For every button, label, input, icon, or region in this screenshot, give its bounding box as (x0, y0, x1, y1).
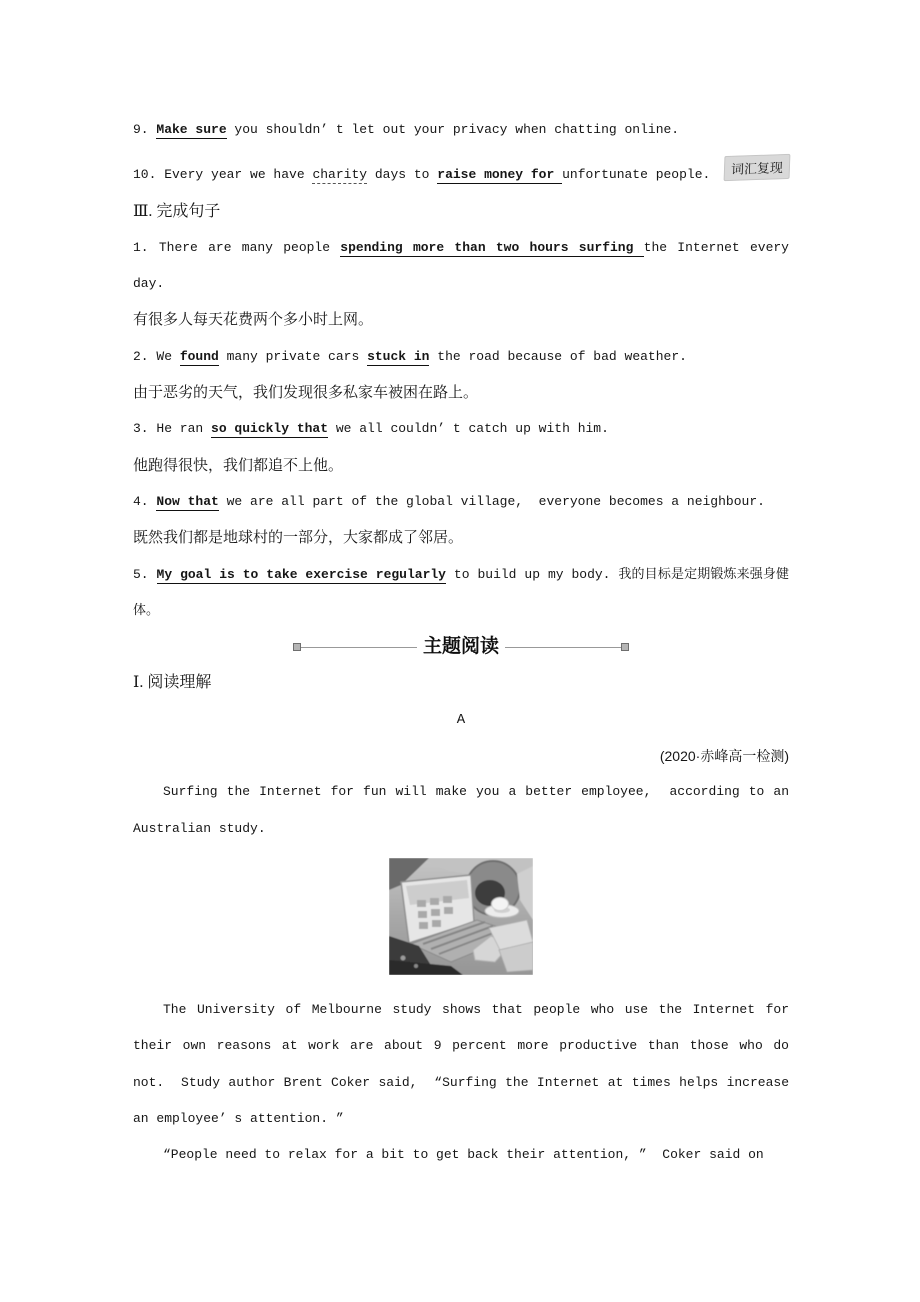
source-note: (2020·赤峰高一检测) (659, 748, 789, 765)
passage-photo-wrap (133, 858, 789, 975)
banner-endcap-left (293, 643, 301, 651)
sentence-text: 10. Every year we have (133, 167, 313, 183)
sentence-text: 5. (133, 566, 157, 582)
answer-blank-filled: found (179, 348, 219, 364)
sentence-paragraph (133, 992, 789, 1137)
answer-blank-filled: raise money for (437, 167, 563, 183)
sentence-text: the road because of bad weather. (429, 348, 687, 364)
sentence-text: 9. (133, 122, 157, 137)
sentence-paragraph (133, 157, 789, 193)
sentence-paragraph (133, 339, 789, 375)
answer-blank-filled: Make sure (156, 122, 227, 137)
vocab-review-badge: 词汇复现 (724, 154, 791, 181)
banner-title: 主题阅读 (422, 636, 499, 658)
sentence-paragraph (133, 230, 789, 303)
sentence-text: to build up my body. 我的目标是定期锻炼来强身健体。 (133, 566, 790, 618)
reading-banner (133, 629, 789, 665)
sentence-text: Surfing the Internet for fun will make you a better employee, according to an Australian study. (133, 784, 789, 836)
sentence-text: 2. We (133, 348, 180, 364)
translation-line: 由于恶劣的天气，我们发现很多私家车被困在路上。 (133, 384, 479, 402)
banner-rule-right (505, 647, 621, 648)
sentence-paragraph (133, 411, 789, 447)
sentence-text: we all couldn’ t catch up with him. (328, 421, 609, 437)
vocab-highlight: charity (312, 167, 368, 183)
answer-blank-filled: Now that (156, 493, 219, 509)
translation-line: 有很多人每天花费两个多小时上网。 (133, 311, 374, 329)
sentence-text: 4. (133, 493, 157, 509)
sentence-text: days to (367, 167, 438, 183)
answer-blank-filled: spending more than two hours surfing (340, 239, 644, 255)
sentence-text: “People need to relax for a bit to get back their attention, ” Coker said on (163, 1147, 764, 1163)
passage-photo (389, 858, 533, 975)
sentence-paragraph (133, 484, 789, 520)
sentence-paragraph (133, 1137, 789, 1173)
passage-label: A (456, 711, 466, 728)
sentence-text: 3. He ran (133, 421, 212, 437)
sentence-text: many private cars (218, 348, 368, 364)
answer-blank-filled: stuck in (367, 348, 430, 364)
sentence-text: unfortunate people. (562, 167, 711, 183)
sentence-text: 1. There are many people (133, 239, 341, 255)
banner-rule-left (301, 647, 417, 648)
answer-blank-filled: so quickly that (211, 421, 329, 437)
section-heading: Ⅰ. 阅读理解 (133, 674, 212, 692)
answer-blank-filled: My goal is to take exercise regularly (156, 566, 446, 582)
translation-line: 他跑得很快，我们都追不上他。 (133, 456, 344, 474)
sentence-text: the Internet every day. (133, 239, 789, 292)
banner-endcap-right (621, 643, 629, 651)
sentence-text: you shouldn’ t let out your privacy when chatting online. (226, 122, 680, 137)
sentence-paragraph (133, 557, 789, 630)
sentence-paragraph (133, 774, 789, 847)
sentence-paragraph (133, 112, 789, 148)
sentence-text: we are all part of the global village, everyone becomes a neighbour. (218, 493, 765, 509)
sentence-text: The University of Melbourne study shows that people who use the Internet for their own reasons at work are about 9 percent more productive than those who do not. Study author Brent Coker said, “Surfing the Internet at times helps increase an employee’ s attention. ” (133, 1001, 789, 1126)
section-heading: Ⅲ. 完成句子 (133, 202, 221, 220)
translation-line: 既然我们都是地球村的一部分，大家都成了邻居。 (133, 529, 464, 547)
